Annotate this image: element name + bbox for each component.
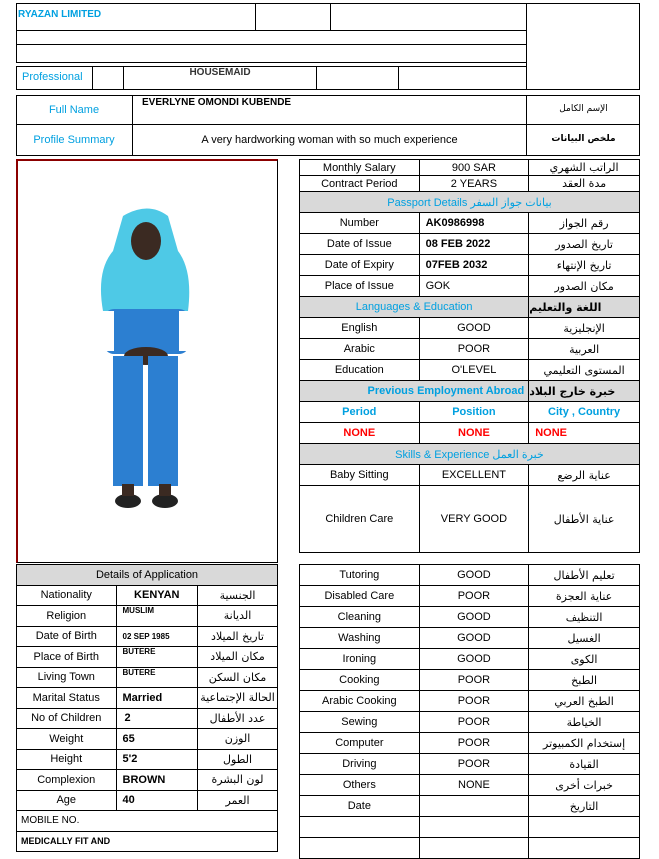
profile-ar: ملخص البيانات <box>551 134 616 144</box>
app-label: Living Town <box>17 667 117 688</box>
grid-line <box>16 44 527 45</box>
language-label: Arabic <box>300 339 420 360</box>
skills-header: Skills & Experience خبرة العمل <box>300 444 640 465</box>
application-table <box>16 564 278 852</box>
app-value: 65 <box>116 729 198 750</box>
passport-label: Date of Issue <box>300 234 420 255</box>
app-value: 5'2 <box>116 749 198 770</box>
skill-label: Driving <box>300 754 420 775</box>
candidate-photo-frame <box>16 159 278 563</box>
skill-label: Ironing <box>300 649 420 670</box>
skill-value: POOR <box>419 733 528 754</box>
grid-line <box>316 66 317 90</box>
skill-value: GOOD <box>419 607 528 628</box>
contract-value: 900 SAR <box>419 160 529 176</box>
app-label: Marital Status <box>17 688 117 709</box>
skill-label: Others <box>300 775 420 796</box>
skill-value: GOOD <box>419 628 528 649</box>
app-ar: الحالة الإجتماعية <box>198 688 278 709</box>
contract-label: Contract Period <box>300 176 420 192</box>
skill-ar: التاريخ <box>529 796 640 817</box>
language-ar: الإنجليزية <box>529 318 640 339</box>
skill-value: NONE <box>419 775 528 796</box>
empty-cell <box>529 817 640 838</box>
skill-ar: الكوى <box>529 649 640 670</box>
application-header: Details of Application <box>17 565 278 586</box>
app-value: 02 SEP 1985 <box>116 626 198 647</box>
app-ar: الطول <box>198 749 278 770</box>
contract-ar: مدة العقد <box>529 176 640 192</box>
skill-label: Computer <box>300 733 420 754</box>
passport-value: GOK <box>419 276 529 297</box>
passport-ar: مكان الصدور <box>529 276 640 297</box>
app-ar: مكان الميلاد <box>198 647 278 668</box>
passport-ar: رقم الجواز <box>529 213 640 234</box>
grid-line <box>16 30 527 31</box>
app-ar: الوزن <box>198 729 278 750</box>
skill-label: Arabic Cooking <box>300 691 420 712</box>
skill-label: Sewing <box>300 712 420 733</box>
empty-cell <box>300 817 420 838</box>
skill-ar: الطبخ <box>529 670 640 691</box>
skill-label: Date <box>300 796 420 817</box>
app-ar: تاريخ الميلاد <box>198 626 278 647</box>
empty-cell <box>419 838 528 859</box>
skill-value: POOR <box>419 691 528 712</box>
app-value: BUTERE <box>116 667 198 688</box>
app-value: 2 <box>116 708 198 729</box>
language-ar: العربية <box>529 339 640 360</box>
passport-value: AK0986998 <box>419 213 529 234</box>
app-label: Weight <box>17 729 117 750</box>
grid-line <box>398 66 399 90</box>
app-value: BROWN <box>116 770 198 791</box>
grid-line <box>255 3 256 31</box>
app-value: Married <box>116 688 198 709</box>
skill-value: POOR <box>419 670 528 691</box>
skill-ar: الخياطة <box>529 712 640 733</box>
passport-value: 07FEB 2032 <box>419 255 529 276</box>
app-ar: عدد الأطفال <box>198 708 278 729</box>
mobile-label: MOBILE NO. <box>17 811 278 832</box>
app-label: Age <box>17 790 117 811</box>
photo-box-top <box>526 3 640 90</box>
app-value: BUTERE <box>116 647 198 668</box>
skill-ar: عناية الرضع <box>529 465 640 486</box>
empty-cell <box>300 838 420 859</box>
skill-value: VERY GOOD <box>419 486 529 553</box>
contract-value: 2 YEARS <box>419 176 529 192</box>
skill-value: POOR <box>419 754 528 775</box>
app-label: Height <box>17 749 117 770</box>
skill-label: Cooking <box>300 670 420 691</box>
right-details-table <box>299 159 640 553</box>
medical-label: MEDICALLY FIT AND <box>17 831 278 852</box>
language-label: Education <box>300 360 420 381</box>
employment-value: NONE <box>419 423 529 444</box>
skill-value: POOR <box>419 712 528 733</box>
full-name-label: Full Name <box>48 104 100 116</box>
skill-value: POOR <box>419 586 528 607</box>
contract-row <box>300 176 640 192</box>
passport-ar: تاريخ الصدور <box>529 234 640 255</box>
full-name-value: EVERLYNE OMONDI KUBENDE <box>142 97 292 108</box>
profile-label: Profile Summary <box>33 134 115 146</box>
skill-ar: الطبخ العربي <box>529 691 640 712</box>
skill-label: Children Care <box>300 486 420 553</box>
empty-cell <box>419 817 528 838</box>
professional-label: Professional <box>22 71 83 83</box>
company-name: RYAZAN LIMITED <box>18 9 102 20</box>
app-label: Complexion <box>17 770 117 791</box>
employment-col-position: Position <box>419 402 529 423</box>
app-label: Nationality <box>17 585 117 606</box>
app-label: Place of Birth <box>17 647 117 668</box>
skill-label: Tutoring <box>300 565 420 586</box>
skill-value <box>419 796 528 817</box>
skill-ar: عناية العجزة <box>529 586 640 607</box>
language-value: GOOD <box>419 318 529 339</box>
passport-ar: تاريخ الإنتهاء <box>529 255 640 276</box>
app-label: No of Children <box>17 708 117 729</box>
grid-line <box>330 3 331 31</box>
employment-value: NONE <box>529 423 640 444</box>
languages-header-ar: اللغة والتعليم <box>529 297 640 318</box>
skill-label: Cleaning <box>300 607 420 628</box>
skill-ar: القيادة <box>529 754 640 775</box>
skill-label: Baby Sitting <box>300 465 420 486</box>
app-label: Date of Birth <box>17 626 117 647</box>
passport-header: Passport Details بيانات جواز السفر <box>300 192 640 213</box>
employment-value: NONE <box>300 423 420 444</box>
employment-col-city: City , Country <box>529 402 640 423</box>
app-ar: الديانة <box>198 606 278 627</box>
app-value: MUSLIM <box>116 606 198 627</box>
skill-value: GOOD <box>419 565 528 586</box>
passport-value: 08 FEB 2022 <box>419 234 529 255</box>
skill-value: GOOD <box>419 649 528 670</box>
skill-ar: التنظيف <box>529 607 640 628</box>
skill-label: Disabled Care <box>300 586 420 607</box>
passport-label: Place of Issue <box>300 276 420 297</box>
passport-label: Date of Expiry <box>300 255 420 276</box>
language-ar: المستوى التعليمي <box>529 360 640 381</box>
skills-table-continued <box>299 564 640 859</box>
passport-label: Number <box>300 213 420 234</box>
app-ar: الجنسية <box>198 585 278 606</box>
app-value: KENYAN <box>116 585 198 606</box>
language-label: English <box>300 318 420 339</box>
skill-ar: إستخدام الكمبيوتر <box>529 733 640 754</box>
contract-row <box>300 160 640 176</box>
skill-ar: الغسيل <box>529 628 640 649</box>
profile-value: A very hardworking woman with so much experience <box>201 134 458 146</box>
skill-value: EXCELLENT <box>419 465 529 486</box>
app-ar: العمر <box>198 790 278 811</box>
employment-col-period: Period <box>300 402 420 423</box>
skill-ar: تعليم الأطفال <box>529 565 640 586</box>
app-ar: لون البشرة <box>198 770 278 791</box>
grid-line <box>92 66 93 90</box>
employment-header: Previous Employment Abroad <box>300 381 529 402</box>
language-value: O'LEVEL <box>419 360 529 381</box>
language-value: POOR <box>419 339 529 360</box>
app-label: Religion <box>17 606 117 627</box>
contract-ar: الراتب الشهري <box>529 160 640 176</box>
languages-header: Languages & Education <box>300 297 529 318</box>
app-ar: مكان السكن <box>198 667 278 688</box>
employment-header-ar: خبرة خارج البلاد <box>529 381 640 402</box>
skill-label: Washing <box>300 628 420 649</box>
skill-ar: خبرات أخرى <box>529 775 640 796</box>
skill-ar: عناية الأطفال <box>529 486 640 553</box>
candidate-photo <box>18 161 276 561</box>
contract-label: Monthly Salary <box>300 160 420 176</box>
app-value: 40 <box>116 790 198 811</box>
position-value: HOUSEMAID <box>189 67 251 78</box>
full-name-ar: الإسم الكامل <box>559 104 608 114</box>
empty-cell <box>529 838 640 859</box>
